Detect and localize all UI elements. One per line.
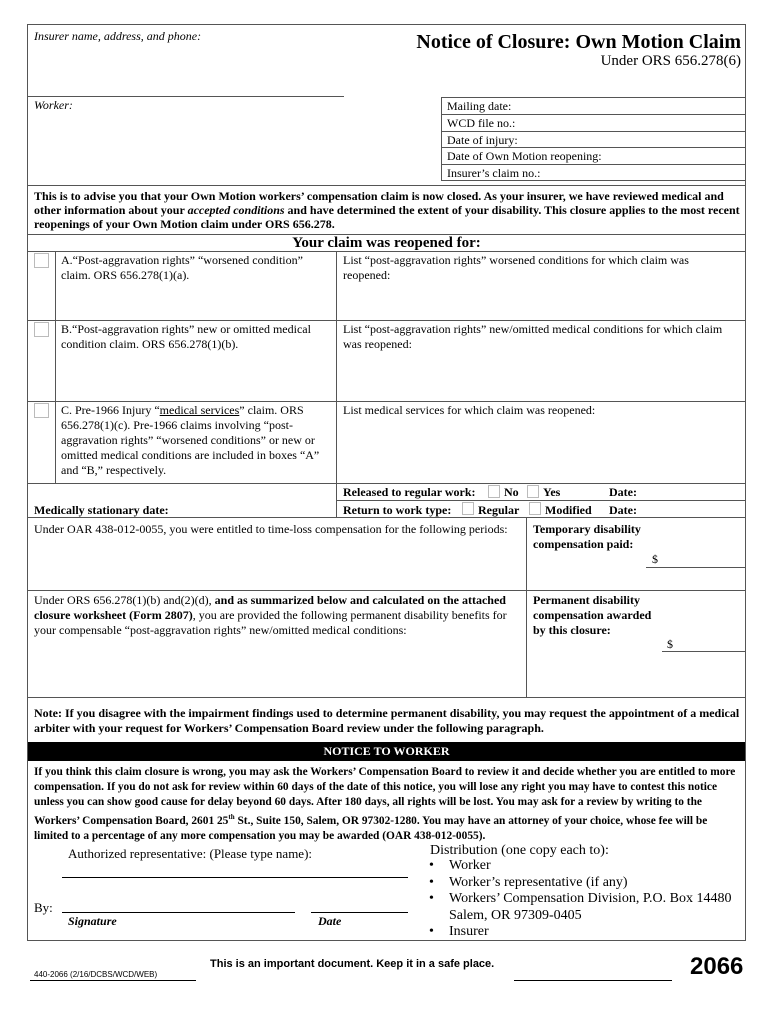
return-modified-label: Modified [545,503,592,517]
perm-section-bottom [27,697,746,698]
notice-superscript: th [228,813,235,821]
option-c-checkbox[interactable] [34,403,49,418]
option-c-list-label[interactable]: List medical services for which claim was reopened: [343,403,596,417]
intro-paragraph [34,189,740,232]
reopened-heading: Your claim was reopened for: [292,235,481,251]
temp-amount-line[interactable] [646,567,746,568]
distribution-heading: Distribution (one copy each to): [430,843,609,858]
perm-text-start: Under ORS 656.278(1)(b) and(2)(d), [34,593,215,607]
work-row-divider [336,500,746,501]
option-divider [27,401,746,402]
page-subtitle: Under ORS 656.278(6) [600,53,741,69]
insurer-line [27,96,344,97]
return-regular-label: Regular [478,503,520,517]
reopening-date-field[interactable]: Date of Own Motion reopening: [447,149,602,163]
notice-paragraph [34,765,740,844]
option-c-text-start: C. Pre-1966 Injury “ [61,403,160,417]
info-divider [441,114,746,115]
released-label: Released to regular work: [343,485,476,499]
form-code: 440-2066 (2/16/DCBS/WCD/WEB) [34,970,158,979]
intro-text-end: and have determined the extent of your disability. This closure applies to the most recent reopenings of your Own Motion claim under ORS 656.278. [34,203,740,232]
return-label: Return to work type: [343,503,452,517]
option-checkbox-column [55,251,56,483]
arbiter-note: Note: If you disagree with the impairment findings used to determine permanent disability, you may request the appointment of a medical arbiter with your request for Workers’ Compensation Board review under the following paragraph. [34,706,740,735]
notice-text-end: St., Suite 150, Salem, OR 97302-1280. You may have an attorney of your choice, whose fee will be limited to a percentage of any more compensation you may be awarded (OAR 438-012-0055). [34,814,708,842]
distribution-item: • Workers’ Compensation Division, P.O. Box 14480 Salem, OR 97309-0405 [425,891,743,924]
return-modified-checkbox[interactable] [529,502,541,515]
date-line[interactable] [311,912,408,913]
perm-currency: $ [667,637,673,651]
released-date-label[interactable]: Date: [609,485,637,499]
auth-rep-name-line[interactable] [62,877,408,878]
perm-text-end: , you are provided the following permanent disability benefits for your compensable “post-aggravation rights” new/omitted medical conditions: [34,608,507,637]
option-a-text: A.“Post-aggravation rights” “worsened condition” claim. ORS 656.278(1)(a). [61,253,303,282]
important-notice: This is an important document. Keep it in a safe place. [210,958,495,970]
date-of-injury-field[interactable]: Date of injury: [447,133,518,147]
info-divider [441,164,746,165]
temp-label: Temporary disability compensation paid: [533,522,641,551]
option-c-text [61,403,329,478]
return-date-label[interactable]: Date: [609,503,637,517]
option-b-checkbox[interactable] [34,322,49,337]
insurer-label: Insurer name, address, and phone: [34,29,202,43]
option-c-text-end: ” claim. ORS 656.278(1)(c). Pre-1966 claims involving “post-aggravation rights” “worsened conditions” or new or omitted medical conditions are included in boxes “A” and “B,” respectively. [61,403,320,477]
option-divider [27,320,746,321]
released-yes-checkbox[interactable] [527,485,539,498]
option-a-list-label[interactable]: List “post-aggravation rights” worsened conditions for which claim was reopened: [343,253,689,282]
notice-heading: NOTICE TO WORKER [323,744,450,758]
perm-text [34,593,516,638]
wcd-file-field[interactable]: WCD file no.: [447,116,516,130]
intro-emphasis: accepted conditions [187,203,285,218]
temp-currency: $ [652,552,658,566]
worker-label: Worker: [34,98,73,112]
option-list-column [336,251,337,517]
by-label: By: [34,900,53,915]
released-no-checkbox[interactable] [488,485,500,498]
reopened-heading-bottom [27,251,746,252]
return-regular-checkbox[interactable] [462,502,474,515]
intro-top-line [27,185,746,186]
medical-services-link[interactable]: medical services [159,403,240,417]
stationary-date-label[interactable]: Medically stationary date: [34,503,169,517]
temp-column-divider [526,517,527,590]
option-b-list-label[interactable]: List “post-aggravation rights” new/omitted medical conditions for which claim was reopened: [343,322,723,351]
mailing-date-field[interactable]: Mailing date: [447,99,512,113]
auth-rep-label: Authorized representative: (Please type name): [68,846,313,861]
info-divider [441,131,746,132]
form-number: 2066 [690,953,744,980]
page-title: Notice of Closure: Own Motion Claim [416,31,741,53]
option-a-checkbox[interactable] [34,253,49,268]
insurer-claim-field[interactable]: Insurer’s claim no.: [447,166,541,180]
footer-line [514,980,672,981]
form-code-line [30,980,196,981]
distribution-item: • Insurer [425,924,743,941]
perm-column-divider [526,590,527,697]
temp-section-bottom [27,590,746,591]
signature-label: Signature [68,914,117,928]
released-no-label: No [504,485,519,499]
perm-text-bold: and as summarized below and calculated on the attached closure worksheet (Form 2807) [34,593,506,622]
intro-text: This is to advise you that your Own Motion workers’ compensation claim is now closed. As your insurer, we have reviewed medical and other information about your [34,189,724,218]
option-b-text: B.“Post-aggravation rights” new or omitted medical condition claim. ORS 656.278(1)(b). [61,322,311,351]
temp-text: Under OAR 438-012-0055, you were entitled to time-loss compensation for the following periods: [34,522,508,536]
distribution-item: • Worker’s representative (if any) [425,875,743,892]
option-divider [27,483,746,484]
distribution-list [425,858,743,941]
perm-label: Permanent disability compensation awarded by this closure: [533,593,652,637]
perm-amount-line[interactable] [662,651,746,652]
distribution-item: • Worker [425,858,743,875]
released-yes-label: Yes [543,485,561,499]
notice-text: If you think this claim closure is wrong, you may ask the Workers’ Compensation Board to review it and decide whether you are entitled to more compensation. If you do not ask for review within 60 days of the date of this notice, you will lose any right you may have to contest this notice unless you can show good cause for delay beyond 60 days. After 180 days, all rights will be lost. You may ask for a review by writing to the Workers’ Compensation Board, 2601 25 [34,766,736,827]
signature-line[interactable] [62,912,295,913]
date-label: Date [318,914,342,928]
